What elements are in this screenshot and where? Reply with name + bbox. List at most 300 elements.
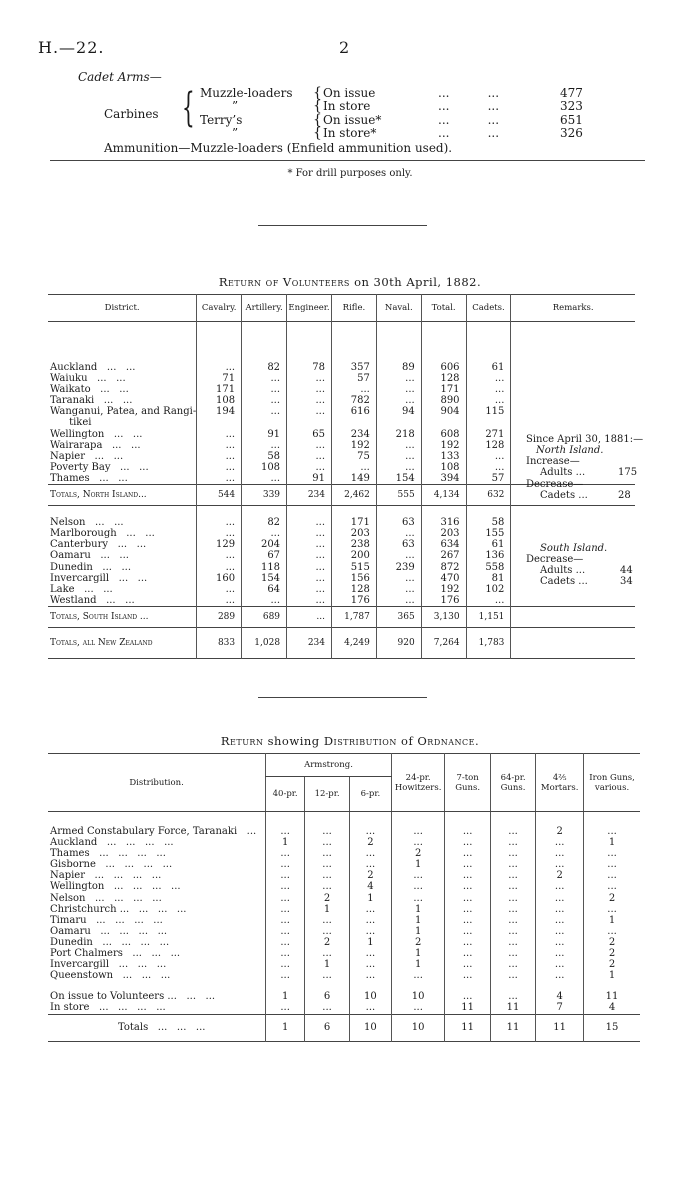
cell: ... <box>332 462 377 473</box>
cell <box>332 417 377 428</box>
column-header: Cadets. <box>466 295 511 322</box>
cell: ... <box>445 937 490 948</box>
remark-value: 34 <box>620 576 633 587</box>
cell: ... <box>536 970 584 981</box>
cell <box>197 417 242 428</box>
table-row <box>48 595 635 607</box>
remark-text: Decrease— <box>526 479 584 490</box>
district-name: Poverty Bay ... ... <box>50 461 149 473</box>
cell: ... <box>445 926 490 937</box>
cell: ... <box>242 373 287 384</box>
cell: ... <box>197 562 242 573</box>
cell: 171 <box>197 384 242 395</box>
section-divider <box>258 697 427 698</box>
cell: ... <box>197 451 242 462</box>
cell: 2 <box>536 826 584 837</box>
cell: 11 <box>584 991 640 1002</box>
remarks-cell <box>511 362 635 373</box>
cell: 91 <box>287 473 332 485</box>
in-store-row <box>48 1002 640 1014</box>
distribution-name: Napier ... ... ... ... <box>50 870 162 882</box>
on-issue-row <box>48 991 640 1002</box>
cell: ... <box>490 970 535 981</box>
cell: 234 <box>287 627 332 658</box>
spacer-cell <box>287 322 332 363</box>
distribution-name: Christchurch ... ... ... ... <box>50 903 187 915</box>
district-name: Waiuku ... ... <box>50 373 126 385</box>
cell: ... <box>349 959 391 970</box>
cell: 128 <box>466 440 511 451</box>
cell: ... <box>305 970 350 981</box>
carbine-kind: Terry’s <box>200 113 243 127</box>
cell: ... <box>287 440 332 451</box>
cell: ... <box>287 395 332 406</box>
cell: ... <box>391 970 445 981</box>
cell: 267 <box>421 550 466 561</box>
cell: 218 <box>376 429 421 440</box>
column-header: 12-pr. <box>305 777 350 812</box>
cell: 2 <box>305 893 350 904</box>
cell: 15 <box>584 1014 640 1041</box>
cell: ... <box>242 528 287 539</box>
section-divider <box>258 225 427 226</box>
cell: ... <box>490 881 535 892</box>
cell: 555 <box>376 485 421 506</box>
district-name: Waikato ... ... <box>50 384 129 396</box>
cell: ... <box>197 429 242 440</box>
page-number: 2 <box>339 38 350 57</box>
spacer-cell <box>391 812 445 827</box>
column-header: Armstrong. <box>266 754 392 777</box>
cell: ... <box>376 550 421 561</box>
cell: ... <box>266 870 305 881</box>
leader-dots: ... ... <box>438 86 500 100</box>
carbine-count: 477 <box>560 86 583 100</box>
cell: ... <box>536 893 584 904</box>
remarks-cell <box>511 406 635 417</box>
cell: 171 <box>421 384 466 395</box>
cell: 234 <box>332 429 377 440</box>
cell: 316 <box>421 517 466 528</box>
cell: ... <box>466 384 511 395</box>
cell: 904 <box>421 406 466 417</box>
cell: 11 <box>445 1002 490 1014</box>
cell: ... <box>536 915 584 926</box>
table-row <box>48 959 640 970</box>
spacer-cell <box>349 981 391 991</box>
cell: 2 <box>584 937 640 948</box>
cell: 2,462 <box>332 485 377 506</box>
cell: 2 <box>391 848 445 859</box>
cell: 1 <box>584 970 640 981</box>
spacer-cell <box>242 322 287 363</box>
cell: 82 <box>242 517 287 528</box>
cell: ... <box>445 881 490 892</box>
district-name <box>48 506 197 518</box>
cell: ... <box>305 881 350 892</box>
cell: ... <box>349 826 391 837</box>
cell: ... <box>287 562 332 573</box>
district-name: Lake ... ... <box>50 583 113 595</box>
cell: 515 <box>332 562 377 573</box>
cell: ... <box>332 384 377 395</box>
district-name: Napier ... ... <box>50 450 124 462</box>
distribution-name: Gisborne ... ... ... ... <box>50 859 173 871</box>
cell: ... <box>445 859 490 870</box>
cell: 2 <box>584 893 640 904</box>
remarks-cell <box>511 417 635 428</box>
cell: ... <box>490 859 535 870</box>
table-row <box>48 926 640 937</box>
cell: 872 <box>421 562 466 573</box>
cell: 192 <box>421 584 466 595</box>
cell: 94 <box>376 406 421 417</box>
district-name: Oamaru ... ... <box>50 550 129 562</box>
cell: ... <box>266 904 305 915</box>
distribution-name: Wellington ... ... ... ... <box>50 881 181 893</box>
cell: 78 <box>287 362 332 373</box>
cell: 171 <box>332 517 377 528</box>
table-row <box>48 904 640 915</box>
south-island-total-row <box>48 606 635 627</box>
carbine-kind: ” <box>232 126 239 140</box>
cell: 65 <box>287 429 332 440</box>
cell: 1 <box>305 904 350 915</box>
cell: ... <box>305 870 350 881</box>
cell: 10 <box>349 1014 391 1041</box>
district-name: Auckland ... ... <box>50 362 136 373</box>
distribution-name: Auckland ... ... ... ... <box>50 837 174 849</box>
cell: 61 <box>466 539 511 550</box>
cell: 689 <box>242 606 287 627</box>
cell: 155 <box>466 528 511 539</box>
ordnance-title: Return showing Distribution of Ordnance. <box>220 734 480 748</box>
cell: 632 <box>466 485 511 506</box>
cell: 239 <box>376 562 421 573</box>
spacer-cell <box>266 981 305 991</box>
spacer-cell <box>511 322 635 363</box>
cell: ... <box>349 948 391 959</box>
cell: ... <box>349 926 391 937</box>
cell: ... <box>266 948 305 959</box>
cell: ... <box>266 915 305 926</box>
cell: 1,783 <box>466 627 511 658</box>
cell: ... <box>391 1002 445 1014</box>
cell: 1 <box>391 948 445 959</box>
carbine-status: On issue* <box>323 113 382 127</box>
totals-row <box>48 1014 640 1041</box>
brace: { <box>313 125 322 141</box>
cell: ... <box>266 970 305 981</box>
cell: ... <box>287 373 332 384</box>
cell: 10 <box>391 1014 445 1041</box>
district-name: Westland ... ... <box>50 594 135 606</box>
remark-value: 175 <box>618 467 638 478</box>
cell: 71 <box>197 373 242 384</box>
remark-text: Since April 30, 1881:— <box>526 434 644 445</box>
cell: ... <box>584 848 640 859</box>
remark-text: Adults ... <box>540 467 586 478</box>
cell: 128 <box>332 584 377 595</box>
cell: 1,028 <box>242 627 287 658</box>
cell: 1,787 <box>332 606 377 627</box>
cell: 2 <box>305 937 350 948</box>
volunteers-title: Return of Volunteers on 30th April, 1882. <box>218 275 482 289</box>
cell: ... <box>305 859 350 870</box>
cell: 10 <box>349 991 391 1002</box>
column-header: Naval. <box>376 295 421 322</box>
cell: 1 <box>349 893 391 904</box>
cell: ... <box>490 826 535 837</box>
cell: ... <box>305 837 350 848</box>
cell: 61 <box>466 362 511 373</box>
cell: 108 <box>197 395 242 406</box>
table-row <box>48 417 635 428</box>
spacer-row <box>48 981 640 991</box>
cell: 4,249 <box>332 627 377 658</box>
cell <box>466 506 511 518</box>
cell: ... <box>391 870 445 881</box>
carbine-count: 651 <box>560 113 583 127</box>
cell: ... <box>242 395 287 406</box>
cell: 63 <box>376 517 421 528</box>
cell: ... <box>242 406 287 417</box>
cell: ... <box>376 584 421 595</box>
cell: ... <box>584 859 640 870</box>
table-row <box>48 406 635 417</box>
cell: ... <box>445 970 490 981</box>
cell: 2 <box>536 870 584 881</box>
spacer-cell <box>197 322 242 363</box>
distribution-name: Armed Constabulary Force, Taranaki ... <box>50 826 257 837</box>
distribution-name: Timaru ... ... ... ... <box>50 914 163 926</box>
cell: ... <box>536 904 584 915</box>
cell: 833 <box>197 627 242 658</box>
distribution-name: Nelson ... ... ... ... <box>50 892 162 904</box>
cell: 1 <box>391 904 445 915</box>
cell: ... <box>536 937 584 948</box>
cell: ... <box>287 528 332 539</box>
cell: 176 <box>421 595 466 607</box>
cell: 2 <box>584 948 640 959</box>
cell: ... <box>490 937 535 948</box>
brace: { <box>313 85 322 101</box>
cell: ... <box>376 440 421 451</box>
distribution-name: Oamaru ... ... ... ... <box>50 925 168 937</box>
cell: ... <box>287 595 332 607</box>
cell: ... <box>197 595 242 607</box>
distribution-name: Queenstown ... ... ... <box>50 970 171 982</box>
cell: ... <box>490 848 535 859</box>
cell: 203 <box>421 528 466 539</box>
cell: 203 <box>332 528 377 539</box>
remarks-cell <box>511 506 635 518</box>
spacer-cell <box>305 981 350 991</box>
spacer-row <box>48 506 635 518</box>
remarks-cell <box>511 627 635 658</box>
spacer-cell <box>445 981 490 991</box>
cell: ... <box>376 462 421 473</box>
cell: ... <box>197 473 242 485</box>
distribution-name: Invercargill ... ... ... <box>50 959 167 971</box>
spacer-cell <box>536 812 584 827</box>
cell: ... <box>490 870 535 881</box>
cell: 339 <box>242 485 287 506</box>
cell: 2 <box>349 870 391 881</box>
column-header: 40-pr. <box>266 777 305 812</box>
remark-text: Decrease— <box>526 554 584 565</box>
cell: 133 <box>421 451 466 462</box>
cell: ... <box>287 384 332 395</box>
district-name: Wairarapa ... ... <box>50 439 141 451</box>
table-row <box>48 970 640 981</box>
column-header: 4⅖ Mortars. <box>536 754 584 812</box>
cell: ... <box>287 462 332 473</box>
district-name: tikei <box>50 417 92 429</box>
cell: 1 <box>391 859 445 870</box>
cell: 149 <box>332 473 377 485</box>
cell: ... <box>391 837 445 848</box>
cell: ... <box>349 848 391 859</box>
remarks-cell <box>511 606 635 627</box>
cell: 102 <box>466 584 511 595</box>
cell: 57 <box>332 373 377 384</box>
spacer-cell <box>48 322 197 363</box>
cell: ... <box>349 915 391 926</box>
cell: ... <box>266 848 305 859</box>
cell: ... <box>197 517 242 528</box>
table-row <box>48 384 635 395</box>
cell: 394 <box>421 473 466 485</box>
cell: 67 <box>242 550 287 561</box>
cell: ... <box>466 395 511 406</box>
cell: ... <box>445 959 490 970</box>
cell: ... <box>584 926 640 937</box>
cell: ... <box>584 870 640 881</box>
cell: ... <box>287 406 332 417</box>
spacer-cell <box>266 812 305 827</box>
cell: 616 <box>332 406 377 417</box>
cell: 160 <box>197 573 242 584</box>
cell: 2 <box>349 837 391 848</box>
cell: ... <box>536 848 584 859</box>
cell: ... <box>305 1002 350 1014</box>
cell: 4,134 <box>421 485 466 506</box>
cell: ... <box>376 451 421 462</box>
cell: 357 <box>332 362 377 373</box>
carbine-status: In store* <box>323 126 377 140</box>
cell: ... <box>445 915 490 926</box>
cell: 64 <box>242 584 287 595</box>
cell: ... <box>287 539 332 550</box>
cell: ... <box>197 462 242 473</box>
cell <box>421 506 466 518</box>
cell: ... <box>445 948 490 959</box>
cell: ... <box>266 893 305 904</box>
cell: 200 <box>332 550 377 561</box>
cell: ... <box>490 926 535 937</box>
carbine-kind: ” <box>232 99 239 113</box>
cell: 1 <box>584 915 640 926</box>
cell: 470 <box>421 573 466 584</box>
ammunition-line: Ammunition—Muzzle-loaders (Enfield ammunition used). <box>104 141 453 155</box>
cell: ... <box>536 881 584 892</box>
cell <box>332 506 377 518</box>
carbine-count: 323 <box>560 99 583 113</box>
cell: ... <box>584 826 640 837</box>
column-header: 7-ton Guns. <box>445 754 490 812</box>
cell: 1 <box>584 837 640 848</box>
ordnance-grid <box>48 753 640 1042</box>
carbine-count: 326 <box>560 126 583 140</box>
cell: 3,130 <box>421 606 466 627</box>
cell: ... <box>536 959 584 970</box>
spacer-row <box>48 322 635 363</box>
cell: ... <box>287 550 332 561</box>
table-row <box>48 395 635 406</box>
cell: ... <box>376 384 421 395</box>
cell: 91 <box>242 429 287 440</box>
cell: ... <box>266 881 305 892</box>
new-zealand-total-row <box>48 627 635 658</box>
distribution-name: On issue to Volunteers ... ... ... <box>50 991 216 1003</box>
cadet-arms-title: Cadet Arms— <box>78 70 162 84</box>
cell: 89 <box>376 362 421 373</box>
cell: 11 <box>490 1002 535 1014</box>
cell: 194 <box>197 406 242 417</box>
cell: 154 <box>376 473 421 485</box>
cell: 634 <box>421 539 466 550</box>
column-header: District. <box>104 303 140 313</box>
column-header: Distribution. <box>48 754 266 812</box>
spacer-cell <box>490 812 535 827</box>
cell: ... <box>197 584 242 595</box>
spacer-cell <box>391 981 445 991</box>
cell: 156 <box>332 573 377 584</box>
table-row <box>48 373 635 384</box>
distribution-name: Dunedin ... ... ... ... <box>50 936 170 948</box>
cell: 608 <box>421 429 466 440</box>
cell: ... <box>536 926 584 937</box>
cell: ... <box>391 826 445 837</box>
cell: ... <box>391 893 445 904</box>
cell <box>197 506 242 518</box>
cell: ... <box>445 991 490 1002</box>
cell: 10 <box>391 991 445 1002</box>
cell: 1 <box>266 991 305 1002</box>
cell: 365 <box>376 606 421 627</box>
remark-text: North Island. <box>536 445 604 456</box>
spacer-cell <box>349 812 391 827</box>
cell: 782 <box>332 395 377 406</box>
leader-dots: ... ... <box>438 113 500 127</box>
remarks-cell <box>511 373 635 384</box>
column-header: Total. <box>421 295 466 322</box>
cell: ... <box>536 837 584 848</box>
cell: ... <box>445 893 490 904</box>
cell: 1 <box>391 959 445 970</box>
cell: ... <box>266 1002 305 1014</box>
table-row <box>48 948 640 959</box>
table-row <box>48 937 640 948</box>
spacer-cell <box>421 322 466 363</box>
cell: ... <box>197 528 242 539</box>
cell: 1 <box>349 937 391 948</box>
table-row <box>48 517 635 528</box>
remark-value: 28 <box>618 490 631 501</box>
cell: ... <box>305 915 350 926</box>
cell: 271 <box>466 429 511 440</box>
